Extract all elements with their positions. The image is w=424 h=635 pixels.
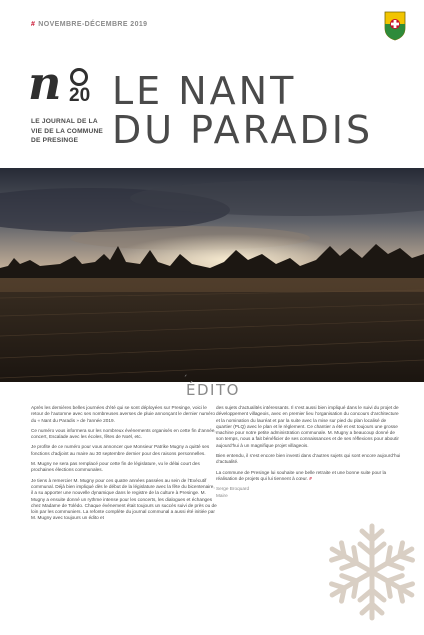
hash-mark: # [31,21,36,28]
signature-name: Serge Broquard [216,486,250,492]
edito-paragraph: Après les dernières belles journées d’été qui se sont déployées sur Presinge, voici le retour de l’automne avec ses nombreuses averses de pluie annonçant le dernier numéro du « Nant du Paradis » de l’année 2019. [31,405,215,423]
edito-column-left [31,405,217,526]
accent-mark: ´ [183,375,189,385]
tagline-line: VIE DE LA COMMUNE [31,127,104,135]
edito-heading [183,375,240,399]
edito-paragraph: Bien entendu, il s’est encore bien investi dans d’autres sujets qui sont encore aujourd’hui d’actualité. [216,453,401,465]
edito-column-right [216,405,402,503]
edito-closing-paragraph [216,470,402,483]
ordinal-circle-icon [70,68,88,86]
journal-title [112,69,374,152]
tagline-line: DE PRESINGE [31,137,79,144]
edito-paragraph: M. Mugny ne sera pas remplacé pour cette fin de législature, vu le délai court des prochaines élections communales. [31,461,200,473]
tagline [31,117,116,146]
issue-date-text: NOVEMBRE-DÉCEMBRE 2019 [38,21,148,28]
edito-paragraph: Je profite de ce numéro pour vous annoncer que Monsieur Patrike Mugny a quitté ses fonctions d’adjoint au maire au 30 septembre dernier pour des raisons personnelles. [31,444,210,456]
commune-crest-icon [384,11,406,41]
tagline-line: LE JOURNAL DE LA [31,118,98,125]
signature-role: Maire [216,492,228,498]
snowflake-icon [320,520,424,630]
issue-date [31,21,147,28]
issue-letter: n [28,56,62,110]
edito-paragraph: des sujets d’actualités intéressants. Il s’est aussi bien impliqué dans le suivi du projet de développement villageois, avec en premier lieu l’organisation du concours d’architecture et la nomination du lauréat et par la suite avec la mise sur pied du plan localisé de quartier (PLQ) avec le plan et le règlement. Ce chantier a été et est toujours une grosse machine pour notre petite administration communale. M. Mugny a beaucoup donné de son temps, nous a fait bénéficier de ses connaissances et de ses réflexions pour aboutir aujourd’hui à un magnifique projet villageois. [216,405,399,448]
closing-hash-mark: # [309,475,312,481]
issue-number: 20 [69,85,91,106]
edito-title-text: ÉDITO [186,381,240,399]
edito-paragraph: Je tiens à remercier M. Mugny pour ces quatre années passées au sein de l’Exécutif communal. Déjà bien impliqué dès le début de la législature avec la fête du bicentenaire, il a su apporter une nouvelle dynamique dans le registre de la culture à Presinge. M. Mugny a ensuite donné un rythme intense pour les concerts, les dialogues et échanges chez Madame de Tolédo. Chaque événement était toujours un succès suivi de près ou de loin par les communiers. La refonte complète du journal communal a aussi été initiée par M. Mugny avec toujours un édito et [31,477,217,521]
title-line-1: LE NANT [112,69,297,113]
title-line-2: DU PARADIS [112,108,374,152]
issue-number-badge [28,56,108,110]
edito-paragraph: Ce numéro vous informera sur les nombreux événements organisés en cette fin d’année, concert, Escalade avec les écoles, fêtes de Noël, etc. [31,427,216,440]
cover-photo [0,168,424,382]
edito-closing-text: La commune de Presinge lui souhaite une belle retraite et une bonne suite pour la réalisation de projets qui lui tiennent à cœur. [216,469,387,481]
